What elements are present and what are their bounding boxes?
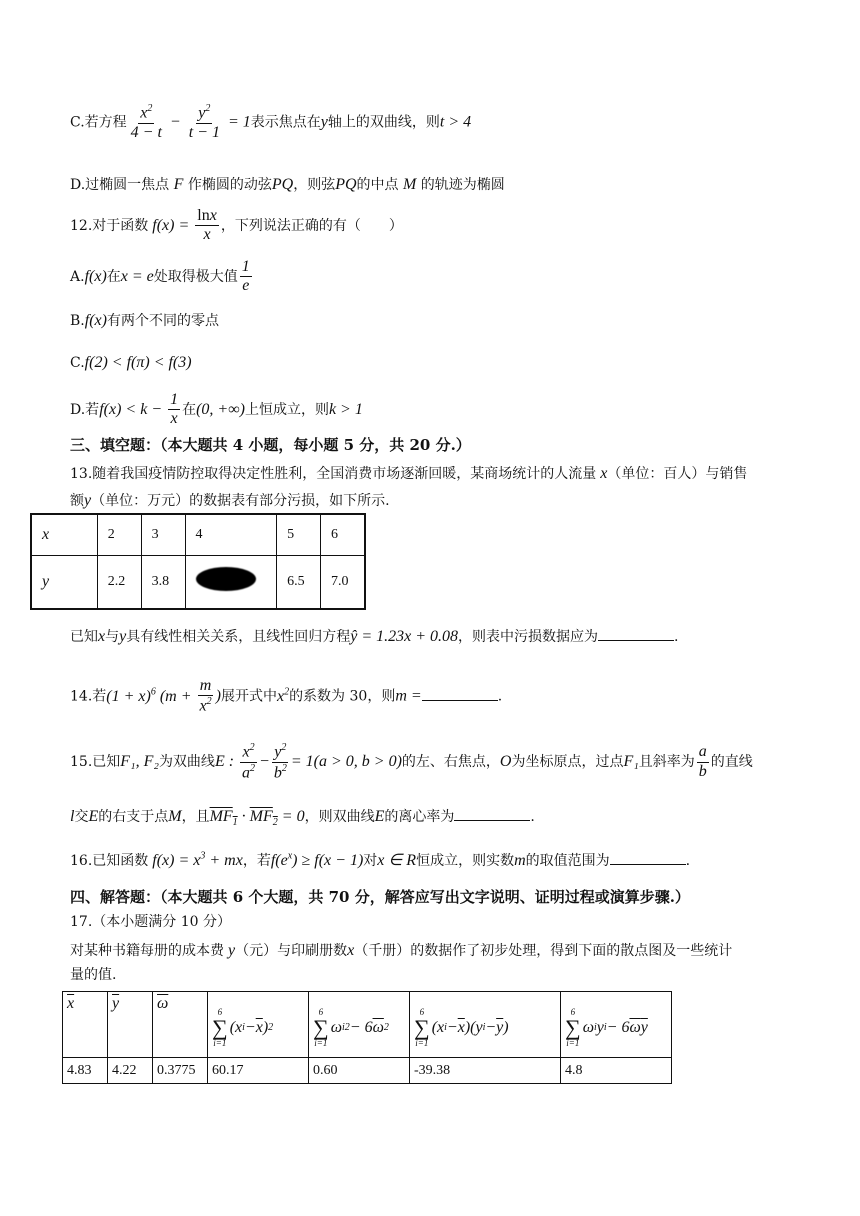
q14: 14.若$(1 + x)^6$ (m + $\frac{m}{x^2}$ )展开式中$x^2$的系数为 30，则m = . <box>70 677 503 715</box>
section3-heading: 三、填空题：（本大题共 4 小题，每小题 5 分，共 20 分.） <box>70 436 471 454</box>
q13-after4: ，则表中污损数据应为 <box>458 629 599 645</box>
q17-line2: 量的值. <box>70 967 117 983</box>
q17-stats-table <box>62 991 672 1084</box>
q16: 16.已知函数 $f(x) = x^3$ + mx，若$f(e^x) \ge f(x - 1)$对x ∈ R恒成立，则实数m的取值范围为 . <box>70 850 691 869</box>
q13-after2: 与 <box>105 629 120 645</box>
table-row <box>31 556 365 610</box>
q13-line1: 13.随着我国疫情防控取得决定性胜利，全国消费市场逐渐回暖，某商场统计的人流量 x（单位：百人）与销售 <box>70 465 748 482</box>
q15-line2: l交E的右支于点M，且$MF_1 \cdot MF_2 = 0$，则双曲线E的离心率为 . <box>70 808 535 829</box>
q14-var: m = <box>395 687 422 705</box>
q11-c-axis: y <box>320 113 328 131</box>
q12-option-a: A.f(x)在x = e处取得极大值 $\frac{1}{e}$ <box>70 258 250 295</box>
header-sum-xx: 6 ∑ i=1 (x i − $\overline{x}$ ) 2 <box>208 992 309 1058</box>
section4-heading: 四、解答题：（本大题共 6 个大题，共 70 分，解答应写出文字说明、证明过程或演算步骤.） <box>70 888 690 906</box>
q11-option-d: D.过椭圆一焦点 F 作椭圆的动弦PQ，则弦PQ的中点 M 的轨迹为椭圆 <box>70 176 505 193</box>
q13-y-cell: 6.5 <box>277 556 321 610</box>
q12-b-text: 有两个不同的零点 <box>106 313 219 329</box>
header-omegabar: $\overline{\omega}$ <box>153 992 208 1058</box>
q12-a-prefix: A. <box>70 268 85 285</box>
q15-line1: 15.已知F₁, F₂为双曲线E : $\frac{x^2}{a^2}$ − $\frac{y^2}{b^2}$ = 1(a > 0, b > 0)的左、右焦点，O为坐标原点，过点F₁且斜率为 $\frac{a}{b}$ 的直线 <box>70 742 753 782</box>
q11-c-fraction-2: $\frac{y^2}{t - 1}$ <box>188 103 220 141</box>
q17-value: 4.8 <box>561 1058 672 1084</box>
q12-option-d: D.若f(x) < k − $\frac{1}{x}$ 在(0, +∞)上恒成立，则k > 1 <box>70 391 363 428</box>
q17-value: 0.60 <box>309 1058 410 1084</box>
q13-after3: 具有线性相关关系，且线性回归方程 <box>126 629 351 645</box>
table-row <box>63 1058 672 1084</box>
q12-a-cond: x = e <box>120 267 154 285</box>
q15-line2a: 交 <box>74 809 89 825</box>
q13-x-cell: 4 <box>185 514 277 556</box>
q11-c-cond: t > 4 <box>439 113 472 131</box>
q12-fraction: $\frac{\ln x}{x}$ <box>197 207 217 244</box>
q11-option-c: C.若方程 $\frac{x^2}{4 - t}$ − $\frac{y^2}{t - 1}$ = 1表示焦点在y轴上的双曲线，则t > 4 <box>70 103 472 141</box>
q11-c-fraction-1: $\frac{x^2}{4 - t}$ <box>130 103 162 141</box>
q12-option-b: B.f(x)有两个不同的零点 <box>70 312 219 329</box>
q12-stem: 12.对于函数 f(x) = $\frac{\ln x}{x}$ ，下列说法正确的有（ ） <box>70 207 403 244</box>
q11-d-text: D.过椭圆一焦点 <box>70 177 170 193</box>
q13-x-cell: 2 <box>97 514 141 556</box>
q13-x-cell: 3 <box>141 514 185 556</box>
table-row <box>31 514 365 556</box>
header-ybar: $\overline{y}$ <box>108 992 153 1058</box>
q13-x-label: x <box>31 514 97 556</box>
q15-slope-fraction: $\frac{a}{b}$ <box>698 743 707 780</box>
q12-stem-prefix: 12.对于函数 <box>70 217 149 234</box>
q13-line2-text: 额 <box>70 493 84 509</box>
q12-d-text3: 上恒成立，则 <box>244 401 329 418</box>
q15-line2b: 的右支于点 <box>98 809 169 825</box>
q16-mid2: 对 <box>363 853 378 869</box>
q15-f1: F₁ <box>623 753 639 771</box>
q15-mid: 为双曲线 <box>158 754 215 771</box>
q13-y-label: y <box>31 556 97 610</box>
header-sum-ww: 6 ∑ i=1 ω i 2 − 6 $\overline{\omega}$ 2 <box>309 992 410 1058</box>
q17-value: 60.17 <box>208 1058 309 1084</box>
q12-c-prefix: C. <box>70 355 85 371</box>
answer-blank[interactable] <box>610 850 686 865</box>
q13-conclusion: 已知x与y具有线性相关关系，且线性回归方程ŷ = 1.23x + 0.08，则表中污损数据应为 . <box>70 628 679 645</box>
q13-regression-eq: ŷ = 1.23x + 0.08 <box>350 628 459 645</box>
q12-a-text2: 处取得极大值 <box>153 268 238 285</box>
q11-d-text3: ，则弦 <box>293 177 336 193</box>
q13-line2: 额y（单位：万元）的数据表有部分污损，如下所示. <box>70 492 390 509</box>
ink-smudge <box>196 567 256 591</box>
q15-prefix: 15.已知 <box>70 754 121 771</box>
q13-y-cell: 3.8 <box>141 556 185 610</box>
q13-x-cell: 5 <box>277 514 321 556</box>
q16-mid4: 的取值范围为 <box>525 853 610 869</box>
q17-line1c-text: （千册）的数据作了初步处理，得到下面的散点图及一些统计 <box>354 943 733 959</box>
q15-line2e: 的离心率为 <box>384 809 455 825</box>
q15-fraction-x: $\frac{x^2}{a^2}$ <box>242 742 256 782</box>
q14-mid2: 的系数为 30，则 <box>289 688 396 705</box>
q13-line1b-text: （单位：百人）与销售 <box>607 466 748 482</box>
q16-prefix: 16.已知函数 <box>70 853 149 869</box>
answer-blank[interactable] <box>454 806 530 821</box>
q17-value: 0.3775 <box>153 1058 208 1084</box>
q11-c-prefix: C.若方程 <box>70 114 127 131</box>
q15-fraction-y: $\frac{y^2}{b^2}$ <box>273 742 287 782</box>
q12-d-text2: 在 <box>182 401 197 418</box>
q13-y-cell: 7.0 <box>321 556 365 610</box>
q17-value: 4.83 <box>63 1058 108 1084</box>
q17-line1b-text: （元）与印刷册数 <box>235 943 348 959</box>
q14-fraction: $\frac{m}{x^2}$ <box>199 677 212 715</box>
q17-line1-text: 对某种书籍每册的成本费 <box>70 943 224 959</box>
q16-mid3: 恒成立，则实数 <box>416 853 515 869</box>
q11-c-mid: 轴上的双曲线，则 <box>327 114 440 131</box>
q15-origin: O <box>499 753 512 771</box>
header-xbar: $\overline{x}$ <box>63 992 108 1058</box>
q12-option-c: C.f(2) < f(π) < f(3) <box>70 354 192 371</box>
q11-d-text2: 作椭圆的动弦 <box>187 177 272 193</box>
q13-after1: 已知 <box>70 629 98 645</box>
q15-line2c: ，且 <box>181 809 210 825</box>
q17-line1: 对某种书籍每册的成本费 y（元）与印刷册数x（千册）的数据作了初步处理，得到下面的散点图及一些统计 <box>70 942 733 959</box>
q17-value: 4.22 <box>108 1058 153 1084</box>
q12-d-fraction: $\frac{1}{x}$ <box>170 391 179 428</box>
q17-value: -39.38 <box>410 1058 561 1084</box>
answer-blank[interactable] <box>598 626 674 641</box>
q13-smudge-cell <box>185 556 277 610</box>
q15-mid2: 的左、右焦点， <box>401 754 500 771</box>
q11-c-text: 表示焦点在 <box>250 114 321 131</box>
q11-d-text4: 的中点 <box>356 177 399 193</box>
q15-cond: (a > 0, b > 0) <box>313 753 402 771</box>
q13-x-cell: 6 <box>321 514 365 556</box>
table-row <box>63 992 672 1058</box>
q12-stem-suffix: ，下列说法正确的有（ ） <box>220 217 403 234</box>
q14-prefix: 14.若 <box>70 688 107 705</box>
answer-blank[interactable] <box>422 686 498 701</box>
q12-b-prefix: B. <box>70 313 85 329</box>
q14-mid: 展开式中 <box>220 688 277 705</box>
q13-line2b-text: （单位：万元）的数据表有部分污损，如下所示. <box>91 493 390 509</box>
q12-a-text: 在 <box>106 268 121 285</box>
q17-header: 17.（本小题满分 10 分） <box>70 914 231 930</box>
q15-line2d: ，则双曲线 <box>304 809 375 825</box>
q15-mid3: 为坐标原点，过点 <box>511 754 624 771</box>
q12-d-cond: k > 1 <box>328 400 363 418</box>
q12-a-fraction: $\frac{1}{e}$ <box>241 258 250 295</box>
q15-end: 的直线 <box>710 754 753 771</box>
q13-line1-text: 13.随着我国疫情防控取得决定性胜利，全国消费市场逐渐回暖，某商场统计的人流量 <box>70 466 597 482</box>
q16-mid: ，若 <box>242 853 271 869</box>
q15-foci: F₁, F₂ <box>120 753 159 771</box>
q11-d-text5: 的轨迹为椭圆 <box>420 177 505 193</box>
header-sum-wy: 6 ∑ i=1 ω i y i − 6 $\overline{\omega}$ $\overline{y}$ <box>561 992 672 1058</box>
header-sum-xy: 6 ∑ i=1 (x i − $\overline{x}$ )(y i − $\overline{y}$ ) <box>410 992 561 1058</box>
q13-data-table <box>30 513 366 610</box>
q15-mid4: 且斜率为 <box>638 754 695 771</box>
q12-d-prefix: D.若 <box>70 401 100 418</box>
q13-y-cell: 2.2 <box>97 556 141 610</box>
